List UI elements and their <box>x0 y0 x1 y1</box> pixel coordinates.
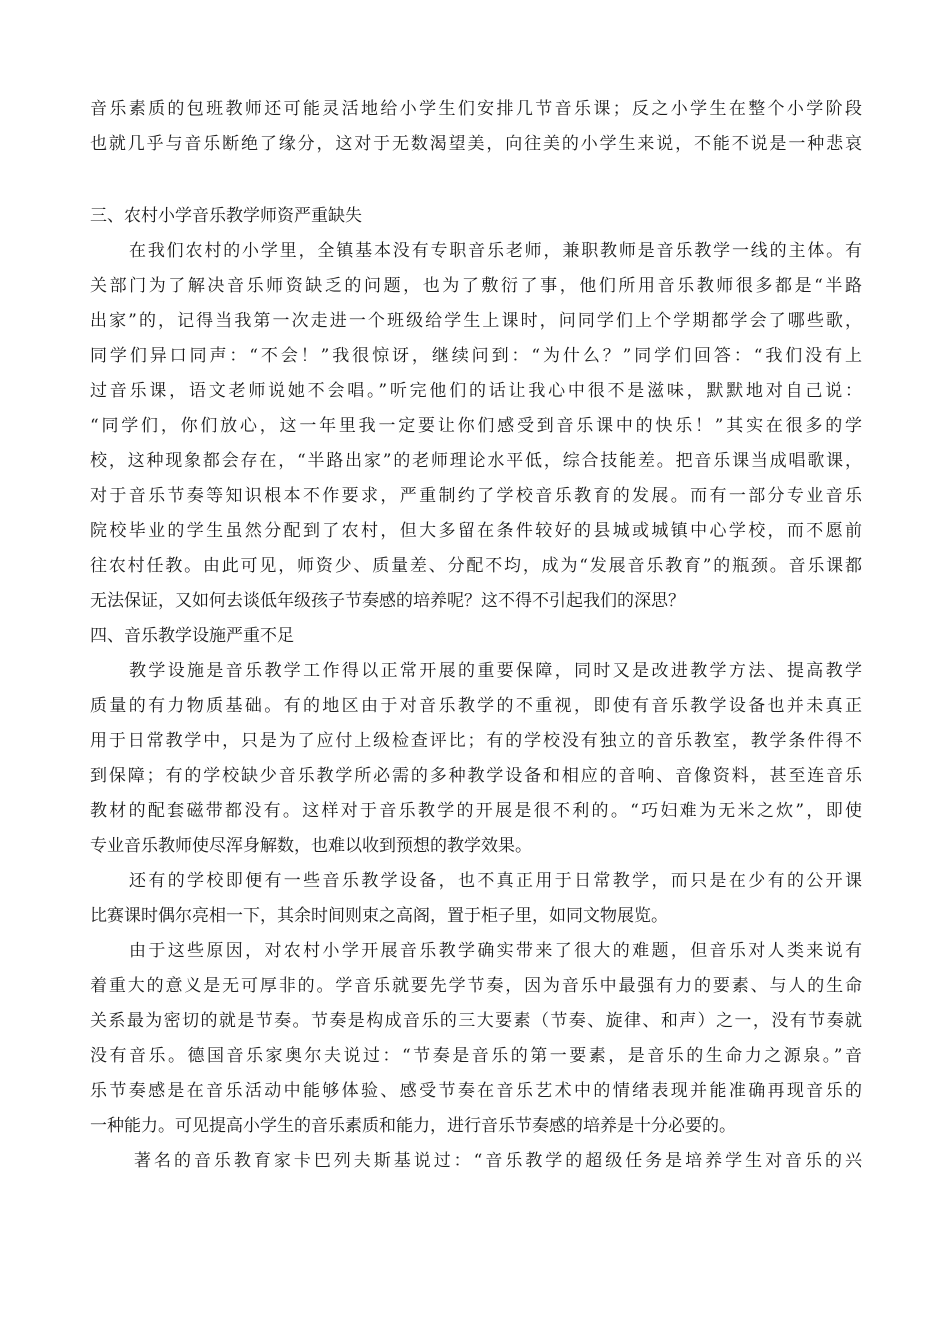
text-line: 过音乐课，语文老师说她不会唱。”听完他们的话让我心中很不是滋味，默默地对自己说： <box>90 381 862 401</box>
text-line: 比赛课时偶尔亮相一下，其余时间则束之高阁，置于柜子里，如同文物展览。 <box>90 906 668 926</box>
document-page <box>90 92 862 1179</box>
text-line: 还有的学校即便有一些音乐教学设备，也不真正用于日常教学，而只是在少有的公开课 <box>129 871 862 891</box>
text-line: 乐节奏感是在音乐活动中能够体验、感受节奏在音乐艺术中的情绪表现并能准确再现音乐的 <box>90 1081 862 1101</box>
section-heading: 三、农村小学音乐教学师资严重缺失 <box>90 206 362 226</box>
text-line: 在我们农村的小学里，全镇基本没有专职音乐老师，兼职教师是音乐教学一线的主体。有 <box>129 241 862 261</box>
text-line: 质量的有力物质基础。有的地区由于对音乐教学的不重视，即使有音乐教学设备也并未真正 <box>90 696 862 716</box>
text-line: 一种能力。可见提高小学生的音乐素质和能力，进行音乐节奏感的培养是十分必要的。 <box>90 1116 736 1136</box>
text-line: 教学设施是音乐教学工作得以正常开展的重要保障，同时又是改进教学方法、提高教学 <box>129 661 862 681</box>
paragraph-gap <box>90 162 862 199</box>
text-line: 用于日常教学中，只是为了应付上级检查评比；有的学校没有独立的音乐教室，教学条件得不 <box>90 731 862 751</box>
text-line: 著名的音乐教育家卡巴列夫斯基说过：“音乐教学的超级任务是培养学生对音乐的兴 <box>134 1151 862 1171</box>
text-line: 往农村任教。由此可见，师资少、质量差、分配不均，成为“发展音乐教育”的瓶颈。音乐课都 <box>90 556 862 576</box>
text-line: 院校毕业的学生虽然分配到了农村，但大多留在条件较好的县城或城镇中心学校，而不愿前 <box>90 521 862 541</box>
text-line: 也就几乎与音乐断绝了缘分，这对于无数渴望美，向往美的小学生来说，不能不说是一种悲哀 <box>90 134 862 154</box>
text-line: 教材的配套磁带都没有。这样对于音乐教学的开展是很不利的。“巧妇难为无米之炊”，即使 <box>90 801 862 821</box>
text-line: 出家”的，记得当我第一次走进一个班级给学生上课时，问同学们上个学期都学会了哪些歌， <box>90 311 862 331</box>
text-line: 关系最为密切的就是节奏。节奏是构成音乐的三大要素（节奏、旋律、和声）之一，没有节奏就 <box>90 1011 862 1031</box>
text-line: 着重大的意义是无可厚非的。学音乐就要先学节奏，因为音乐中最强有力的要素、与人的生命 <box>90 976 862 996</box>
text-line: 校，这种现象都会存在，“半路出家”的老师理论水平低，综合技能差。把音乐课当成唱歌课， <box>90 451 862 471</box>
text-line: 关部门为了解决音乐师资缺乏的问题，也为了敷衍了事，他们所用音乐教师很多都是“半路 <box>90 276 862 296</box>
text-line: 对于音乐节奏等知识根本不作要求，严重制约了学校音乐教育的发展。而有一部分专业音乐 <box>90 486 862 506</box>
text-line: 同学们异口同声：“不会！”我很惊讶，继续问到：“为什么？”同学们回答：“我们没有上 <box>90 346 862 366</box>
text-line: “同学们，你们放心，这一年里我一定要让你们感受到音乐课中的快乐！”其实在很多的学 <box>90 416 862 436</box>
text-line: 无法保证，又如何去谈低年级孩子节奏感的培养呢？这不得不引起我们的深思？ <box>90 591 685 611</box>
text-line: 音乐素质的包班教师还可能灵活地给小学生们安排几节音乐课；反之小学生在整个小学阶段 <box>90 99 862 119</box>
text-line: 没有音乐。德国音乐家奥尔夫说过：“节奏是音乐的第一要素，是音乐的生命力之源泉。”音 <box>90 1046 862 1066</box>
text-line: 由于这些原因，对农村小学开展音乐教学确实带来了很大的难题，但音乐对人类来说有 <box>129 941 862 961</box>
text-line: 专业音乐教师使尽浑身解数，也难以收到预想的教学效果。 <box>90 836 532 856</box>
section-heading: 四、音乐教学设施严重不足 <box>90 626 294 646</box>
text-line: 到保障；有的学校缺少音乐教学所必需的多种教学设备和相应的音响、音像资料，甚至连音乐 <box>90 766 862 786</box>
